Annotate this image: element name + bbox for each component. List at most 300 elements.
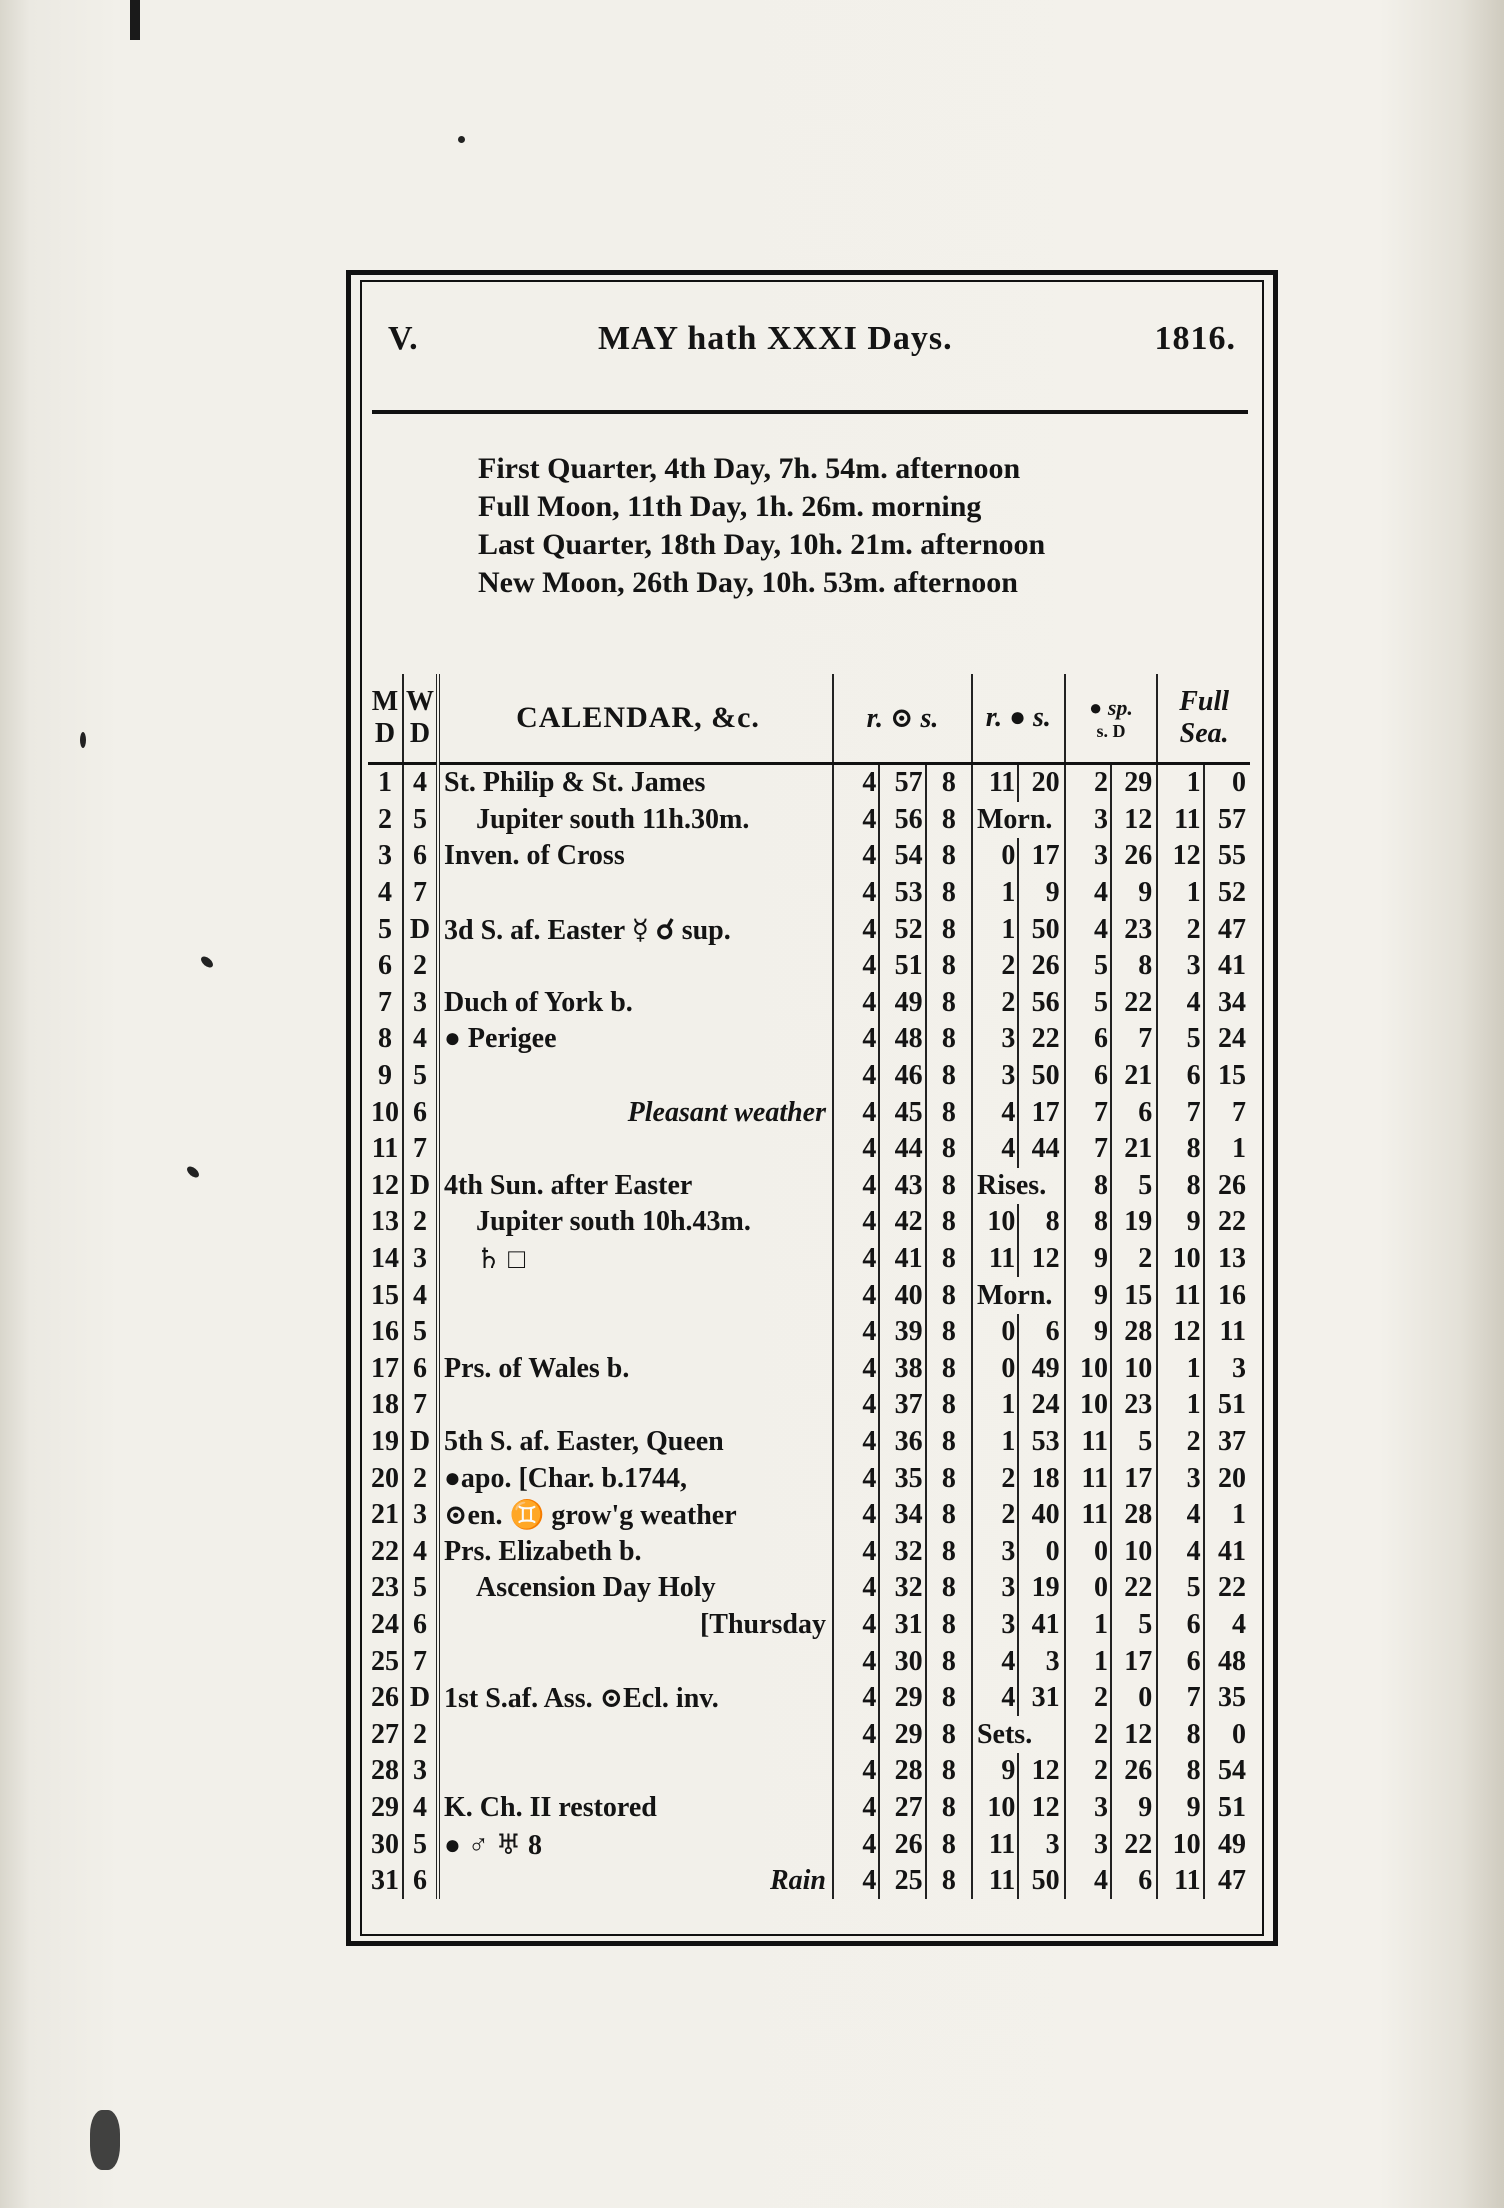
cell-fh: 9 [1157, 1790, 1203, 1827]
table-row [368, 1131, 1250, 1168]
cell-fh: 12 [1157, 838, 1203, 875]
cell-sd: 6 [1111, 1094, 1157, 1131]
cell-md: 3 [368, 838, 403, 875]
cell-mh: 2 [972, 1497, 1018, 1534]
cell-cal [438, 1058, 833, 1095]
cell-wd: 6 [403, 1607, 438, 1644]
cell-cal: [Thursday [438, 1607, 833, 1644]
cell-md: 6 [368, 948, 403, 985]
cell-wd: D [403, 1424, 438, 1461]
cell-fm: 16 [1218, 1279, 1246, 1311]
cell-sh: 2 [1065, 764, 1111, 802]
cell-fh: 9 [1157, 1204, 1203, 1241]
cell-cal: Pleasant weather [438, 1094, 833, 1131]
cell-mh: 10 [972, 1204, 1018, 1241]
cell-wd: 4 [403, 764, 438, 802]
cell-sh: 4 [1065, 911, 1111, 948]
cell-mm: 9 [1018, 875, 1064, 912]
cell-sd: 5 [1111, 1168, 1157, 1205]
cell-fh: 8 [1157, 1168, 1203, 1205]
table-row [368, 1387, 1250, 1424]
cell-md: 14 [368, 1241, 403, 1278]
cell-mh: 1 [972, 1387, 1018, 1424]
cell-mm: 49 [1018, 1351, 1064, 1388]
cell-srm: 53 [879, 875, 925, 912]
cell-mm: 6 [1018, 1314, 1064, 1351]
cell-md: 8 [368, 1021, 403, 1058]
cell-md: 12 [368, 1168, 403, 1205]
cell-sr: 4 [833, 1387, 879, 1424]
cell-sr: 4 [833, 985, 879, 1022]
cell-md: 20 [368, 1460, 403, 1497]
cell-mm: 18 [1018, 1460, 1064, 1497]
cell-sh: 9 [1065, 1314, 1111, 1351]
cell-wd: 5 [403, 1826, 438, 1863]
cell-mh: Morn. [972, 1277, 1065, 1314]
table-row [368, 1533, 1250, 1570]
cell-md: 26 [368, 1680, 403, 1717]
cell-mh: 4 [972, 1094, 1018, 1131]
cell-sh: 3 [1065, 1826, 1111, 1863]
cell-fm: 48 [1218, 1645, 1246, 1677]
cell-ss: 8 [926, 1387, 972, 1424]
cell-sd: 6 [1111, 1863, 1157, 1900]
cell-srm: 57 [879, 764, 925, 802]
table-row [368, 1863, 1250, 1900]
cell-srm: 30 [879, 1643, 925, 1680]
cell-sr: 4 [833, 1460, 879, 1497]
cell-ss: 8 [926, 1643, 972, 1680]
cell-mh: 2 [972, 948, 1018, 985]
cell-fm: 52 [1218, 877, 1246, 909]
table-row [368, 1607, 1250, 1644]
cell-wd: 6 [403, 1094, 438, 1131]
cell-wd: 4 [403, 1533, 438, 1570]
cell-ss: 8 [926, 1753, 972, 1790]
cell-mm: 40 [1018, 1497, 1064, 1534]
cell-mh: 1 [972, 875, 1018, 912]
cell-sd: 0 [1111, 1680, 1157, 1717]
cell-cal: Prs. of Wales b. [438, 1351, 833, 1388]
cell-cal: Rain [438, 1863, 833, 1900]
cell-ss: 8 [926, 838, 972, 875]
cell-ss: 8 [926, 1277, 972, 1314]
cell-md: 21 [368, 1497, 403, 1534]
table-row [368, 1680, 1250, 1717]
cell-mh: 4 [972, 1643, 1018, 1680]
cell-cal: 1st S.af. Ass. ⊙Ecl. inv. [438, 1680, 833, 1717]
cell-sd: 5 [1111, 1424, 1157, 1461]
cell-sr: 4 [833, 1131, 879, 1168]
cell-ss: 8 [926, 985, 972, 1022]
cell-srm: 42 [879, 1204, 925, 1241]
cell-md: 31 [368, 1863, 403, 1900]
table-row [368, 1826, 1250, 1863]
cell-sd: 9 [1111, 1790, 1157, 1827]
cell-ss: 8 [926, 911, 972, 948]
cell-cal: 5th S. af. Easter, Queen [438, 1424, 833, 1461]
cell-srm: 43 [879, 1168, 925, 1205]
cell-mm: 50 [1018, 1863, 1064, 1900]
cell-cal: Jupiter south 11h.30m. [438, 802, 833, 839]
cell-fm: 20 [1218, 1462, 1246, 1494]
cell-sh: 3 [1065, 802, 1111, 839]
calendar-table [368, 674, 1250, 1899]
cell-fm: 51 [1218, 1791, 1246, 1823]
cell-cal [438, 1716, 833, 1753]
table-row [368, 838, 1250, 875]
table-row [368, 1351, 1250, 1388]
cell-sr: 4 [833, 1607, 879, 1644]
cell-sh: 2 [1065, 1680, 1111, 1717]
cell-cal: K. Ch. II restored [438, 1790, 833, 1827]
cell-sr: 4 [833, 1497, 879, 1534]
cell-md: 19 [368, 1424, 403, 1461]
cell-sh: 6 [1065, 1058, 1111, 1095]
cell-ss: 8 [926, 1094, 972, 1131]
cell-sh: 3 [1065, 838, 1111, 875]
cell-mm: 31 [1018, 1680, 1064, 1717]
cell-sh: 9 [1065, 1241, 1111, 1278]
cell-md: 7 [368, 985, 403, 1022]
cell-md: 23 [368, 1570, 403, 1607]
cell-sd: 29 [1111, 764, 1157, 802]
cell-fh: 4 [1157, 985, 1203, 1022]
cell-sr: 4 [833, 1753, 879, 1790]
cell-sh: 4 [1065, 875, 1111, 912]
cell-mh: 4 [972, 1680, 1018, 1717]
cell-md: 18 [368, 1387, 403, 1424]
cell-sr: 4 [833, 802, 879, 839]
cell-srm: 48 [879, 1021, 925, 1058]
table-row [368, 1204, 1250, 1241]
cell-fm: 15 [1218, 1060, 1246, 1092]
cell-sr: 4 [833, 1168, 879, 1205]
cell-sr: 4 [833, 1277, 879, 1314]
cell-md: 2 [368, 802, 403, 839]
cell-sh: 8 [1065, 1168, 1111, 1205]
cell-fm: 13 [1218, 1243, 1246, 1275]
cell-ss: 8 [926, 1460, 972, 1497]
cell-fh: 10 [1157, 1241, 1203, 1278]
cell-mh: 11 [972, 1863, 1018, 1900]
cell-md: 30 [368, 1826, 403, 1863]
cell-fh: 1 [1157, 764, 1203, 802]
cell-fm: 55 [1218, 840, 1246, 872]
cell-ss: 8 [926, 1570, 972, 1607]
cell-sh: 6 [1065, 1021, 1111, 1058]
cell-srm: 45 [879, 1094, 925, 1131]
cell-wd: 7 [403, 1387, 438, 1424]
cell-fh: 1 [1157, 875, 1203, 912]
cell-sr: 4 [833, 1241, 879, 1278]
cell-md: 5 [368, 911, 403, 948]
table-row [368, 1021, 1250, 1058]
cell-wd: 6 [403, 1351, 438, 1388]
cell-cal: Jupiter south 10h.43m. [438, 1204, 833, 1241]
cell-mh: Sets. [972, 1716, 1065, 1753]
cell-fm: 47 [1218, 913, 1246, 945]
cell-sh: 9 [1065, 1277, 1111, 1314]
cell-md: 28 [368, 1753, 403, 1790]
cell-srm: 29 [879, 1716, 925, 1753]
header-rule [372, 410, 1248, 414]
table-row [368, 1790, 1250, 1827]
cell-mh: 4 [972, 1131, 1018, 1168]
cell-sh: 7 [1065, 1094, 1111, 1131]
cell-cal [438, 875, 833, 912]
ink-spot [80, 732, 86, 748]
cell-srm: 32 [879, 1533, 925, 1570]
cell-srm: 46 [879, 1058, 925, 1095]
cell-cal [438, 1643, 833, 1680]
cell-cal: ♄ □ [438, 1241, 833, 1278]
cell-sr: 4 [833, 1533, 879, 1570]
cell-mm: 41 [1018, 1607, 1064, 1644]
cell-sr: 4 [833, 1424, 879, 1461]
cell-fh: 12 [1157, 1314, 1203, 1351]
cell-sd: 23 [1111, 911, 1157, 948]
cell-fh: 2 [1157, 1424, 1203, 1461]
cell-fh: 11 [1157, 1863, 1203, 1900]
cell-sr: 4 [833, 838, 879, 875]
cell-cal: Prs. Elizabeth b. [438, 1533, 833, 1570]
cell-srm: 52 [879, 911, 925, 948]
cell-sd: 21 [1111, 1058, 1157, 1095]
moon-phase-last-quarter: Last Quarter, 18th Day, 10h. 21m. afternoon [478, 528, 1046, 561]
cell-ss: 8 [926, 1131, 972, 1168]
cell-srm: 29 [879, 1680, 925, 1717]
cell-sh: 10 [1065, 1351, 1111, 1388]
cell-wd: 3 [403, 1753, 438, 1790]
cell-mh: 0 [972, 1314, 1018, 1351]
cell-ss: 8 [926, 1424, 972, 1461]
cell-wd: 4 [403, 1790, 438, 1827]
cell-mh: 0 [972, 838, 1018, 875]
cell-sr: 4 [833, 875, 879, 912]
cell-ss: 8 [926, 1533, 972, 1570]
cell-fm: 1 [1232, 1499, 1246, 1531]
cell-fh: 1 [1157, 1351, 1203, 1388]
cell-wd: 2 [403, 1716, 438, 1753]
cell-sr: 4 [833, 1204, 879, 1241]
cell-ss: 8 [926, 948, 972, 985]
cell-ss: 8 [926, 1021, 972, 1058]
cell-sd: 17 [1111, 1460, 1157, 1497]
cell-fm: 7 [1232, 1096, 1246, 1128]
cell-fh: 7 [1157, 1094, 1203, 1131]
cell-md: 13 [368, 1204, 403, 1241]
cell-cal [438, 1387, 833, 1424]
cell-fm: 26 [1218, 1169, 1246, 1201]
cell-wd: 6 [403, 1863, 438, 1900]
cell-sd: 26 [1111, 838, 1157, 875]
cell-srm: 32 [879, 1570, 925, 1607]
cell-mm: 50 [1018, 1058, 1064, 1095]
cell-srm: 25 [879, 1863, 925, 1900]
cell-mm: 44 [1018, 1131, 1064, 1168]
cell-srm: 44 [879, 1131, 925, 1168]
cell-sh: 11 [1065, 1460, 1111, 1497]
cell-mh: Rises. [972, 1168, 1065, 1205]
header-moon-rise-set: r. ● s. [972, 674, 1065, 764]
table-row [368, 985, 1250, 1022]
cell-mm: 17 [1018, 838, 1064, 875]
ink-spot [458, 136, 465, 143]
table-row [368, 802, 1250, 839]
cell-sr: 4 [833, 1351, 879, 1388]
cell-mm: 0 [1018, 1533, 1064, 1570]
cell-sh: 2 [1065, 1716, 1111, 1753]
cell-sh: 1 [1065, 1607, 1111, 1644]
ink-stain [90, 2110, 120, 2170]
cell-fm: 49 [1218, 1828, 1246, 1860]
cell-sd: 2 [1111, 1241, 1157, 1278]
table-row [368, 764, 1250, 802]
cell-fm: 11 [1219, 1316, 1246, 1348]
cell-sh: 5 [1065, 985, 1111, 1022]
cell-wd: D [403, 1680, 438, 1717]
cell-sd: 17 [1111, 1643, 1157, 1680]
cell-cal: 3d S. af. Easter ☿ ☌ sup. [438, 911, 833, 948]
cell-sh: 10 [1065, 1387, 1111, 1424]
cell-srm: 28 [879, 1753, 925, 1790]
cell-fm: 35 [1218, 1682, 1246, 1714]
cell-sh: 0 [1065, 1533, 1111, 1570]
cell-wd: 7 [403, 875, 438, 912]
moon-phase-full-moon: Full Moon, 11th Day, 1h. 26m. morning [478, 490, 982, 523]
cell-fh: 8 [1157, 1753, 1203, 1790]
cell-sd: 5 [1111, 1607, 1157, 1644]
cell-sd: 22 [1111, 1570, 1157, 1607]
cell-fh: 5 [1157, 1570, 1203, 1607]
cell-cal: ⊙en. ♊ grow'g weather [438, 1497, 833, 1534]
cell-wd: 2 [403, 1460, 438, 1497]
cell-ss: 8 [926, 1351, 972, 1388]
cell-fh: 5 [1157, 1021, 1203, 1058]
cell-ss: 8 [926, 1168, 972, 1205]
cell-sh: 11 [1065, 1424, 1111, 1461]
cell-mm: 50 [1018, 911, 1064, 948]
cell-srm: 31 [879, 1607, 925, 1644]
table-row [368, 1277, 1250, 1314]
cell-mm: 12 [1018, 1790, 1064, 1827]
cell-wd: 5 [403, 1314, 438, 1351]
cell-cal: Inven. of Cross [438, 838, 833, 875]
cell-cal [438, 948, 833, 985]
cell-sh: 7 [1065, 1131, 1111, 1168]
cell-fh: 6 [1157, 1643, 1203, 1680]
cell-fh: 3 [1157, 948, 1203, 985]
cell-wd: 2 [403, 1204, 438, 1241]
cell-ss: 8 [926, 1826, 972, 1863]
cell-sd: 23 [1111, 1387, 1157, 1424]
cell-sd: 8 [1111, 948, 1157, 985]
cell-fm: 1 [1232, 1133, 1246, 1165]
cell-sh: 0 [1065, 1570, 1111, 1607]
cell-srm: 40 [879, 1277, 925, 1314]
cell-wd: 5 [403, 1058, 438, 1095]
header-full-sea: Full Sea. [1157, 674, 1250, 764]
cell-cal [438, 1314, 833, 1351]
cell-mh: 2 [972, 1460, 1018, 1497]
table-row [368, 875, 1250, 912]
table-row [368, 1424, 1250, 1461]
cell-sd: 19 [1111, 1204, 1157, 1241]
cell-fm: 57 [1218, 803, 1246, 835]
cell-fh: 11 [1157, 802, 1203, 839]
cell-fm: 37 [1218, 1425, 1246, 1457]
cell-mh: 11 [972, 764, 1018, 802]
cell-sr: 4 [833, 1716, 879, 1753]
cell-sh: 2 [1065, 1753, 1111, 1790]
table-row [368, 1497, 1250, 1534]
cell-wd: 2 [403, 948, 438, 985]
cell-srm: 37 [879, 1387, 925, 1424]
moon-phase-new-moon: New Moon, 26th Day, 10h. 53m. afternoon [478, 566, 1018, 599]
cell-mh: 0 [972, 1351, 1018, 1388]
cell-sr: 4 [833, 1570, 879, 1607]
cell-mh: 11 [972, 1241, 1018, 1278]
cell-fh: 6 [1157, 1607, 1203, 1644]
cell-fm: 3 [1232, 1352, 1246, 1384]
cell-fh: 6 [1157, 1058, 1203, 1095]
cell-srm: 34 [879, 1497, 925, 1534]
cell-mh: 3 [972, 1607, 1018, 1644]
cell-mh: Morn. [972, 802, 1065, 839]
cell-wd: 5 [403, 802, 438, 839]
table-row [368, 1643, 1250, 1680]
header-sun-rise-set: r. ⊙ s. [833, 674, 972, 764]
cell-sr: 4 [833, 1863, 879, 1900]
cell-ss: 8 [926, 1680, 972, 1717]
cell-srm: 39 [879, 1314, 925, 1351]
cell-fm: 34 [1218, 986, 1246, 1018]
cell-mm: 24 [1018, 1387, 1064, 1424]
moon-phase-first-quarter: First Quarter, 4th Day, 7h. 54m. afternoon [478, 452, 1021, 485]
cell-ss: 8 [926, 802, 972, 839]
cell-sd: 10 [1111, 1351, 1157, 1388]
cell-mh: 1 [972, 1424, 1018, 1461]
cell-fm: 22 [1218, 1572, 1246, 1604]
cell-mm: 3 [1018, 1826, 1064, 1863]
cell-mh: 9 [972, 1753, 1018, 1790]
cell-mm: 56 [1018, 985, 1064, 1022]
cell-cal: Ascension Day Holy [438, 1570, 833, 1607]
cell-sh: 11 [1065, 1497, 1111, 1534]
cell-fh: 2 [1157, 911, 1203, 948]
cell-fm: 41 [1218, 950, 1246, 982]
cell-srm: 35 [879, 1460, 925, 1497]
cell-sd: 12 [1111, 802, 1157, 839]
year: 1816. [1154, 320, 1236, 357]
cell-fh: 10 [1157, 1826, 1203, 1863]
table-row [368, 1241, 1250, 1278]
cell-sd: 10 [1111, 1533, 1157, 1570]
cell-fh: 7 [1157, 1680, 1203, 1717]
cell-sr: 4 [833, 1021, 879, 1058]
cell-sh: 5 [1065, 948, 1111, 985]
cell-cal: 4th Sun. after Easter [438, 1168, 833, 1205]
cell-mm: 26 [1018, 948, 1064, 985]
cell-wd: 4 [403, 1021, 438, 1058]
cell-md: 24 [368, 1607, 403, 1644]
cell-wd: 3 [403, 985, 438, 1022]
cell-md: 25 [368, 1643, 403, 1680]
cell-mm: 8 [1018, 1204, 1064, 1241]
cell-srm: 49 [879, 985, 925, 1022]
cell-ss: 8 [926, 764, 972, 802]
